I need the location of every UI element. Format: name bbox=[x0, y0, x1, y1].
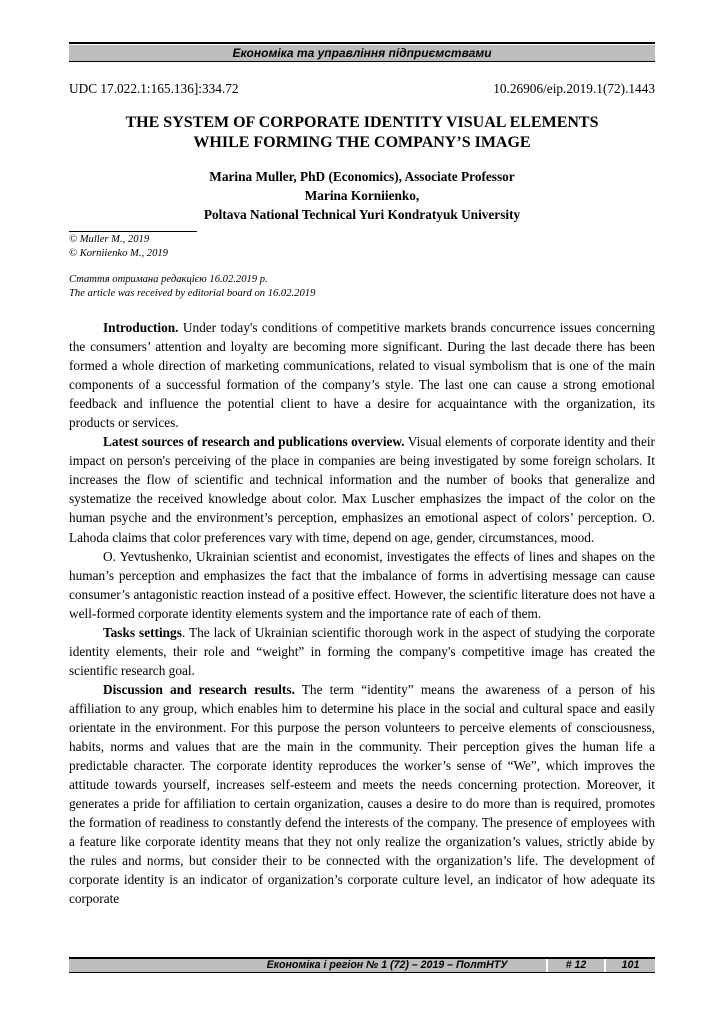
paragraph-discussion bbox=[69, 680, 655, 909]
text-introduction: Under today's conditions of competitive markets brands concurrence issues concerning the consumers’ attention and loyalty are becoming more significant. During the last decade there has been formed a whole direction of marketing communications, related to visual symbolism that is one of the main components of a successful formation of the company’s style. The last one can cause a strong emotional feedback and influence the potential client to have a desire for acquaintance with the organization, its products or services. bbox=[69, 320, 655, 431]
heading-introduction: Introduction. bbox=[103, 320, 179, 335]
header-bottom-rule bbox=[69, 61, 655, 62]
text-yevtushenko: O. Yevtushenko, Ukrainian scientist and economist, investigates the effects of lines and shapes on the human’s perception and emphasizes the fact that the imbalance of forms in advertising message can cause consumer’s antagonistic reaction instead of a positive effect. However, the scientific literature does not have a well-formed corporate identity elements system and the importance rate of each of them. bbox=[69, 548, 655, 621]
footer-bottom-rule bbox=[69, 972, 655, 973]
article-title-line2: WHILE FORMING THE COMPANY’S IMAGE bbox=[193, 134, 531, 151]
header-top-rule bbox=[69, 42, 655, 44]
footer-page-number: 101 bbox=[621, 959, 640, 971]
doi-link[interactable]: 10.26906/eip.2019.1(72).1443 bbox=[493, 81, 655, 96]
author-2: Marina Korniienko, bbox=[304, 188, 420, 203]
affiliation: Poltava National Technical Yuri Kondratyuk University bbox=[203, 207, 521, 222]
author-1: Marina Muller, PhD (Economics), Associate Professor bbox=[209, 169, 515, 184]
heading-literature-review: Latest sources of research and publications overview. bbox=[103, 434, 405, 450]
received-date-ua: Стаття отримана редакцією 16.02.2019 р. bbox=[69, 274, 268, 285]
text-discussion: The term “identity” means the awareness of a person of his affiliation to any group, which enables him to determine his place in the social and cultural space and easily orientate in the environment. For this purpose the person volunteers to perceive elements of consciousness, habits, norms and values that are the main in the community. Their perception gives the human life a predictable character. The corporate identity reproduces the worker’s sense of “We”, which improves the attitude towards yourself, increases self-esteem and meets the needs concerning protection. Moreover, it generates a pride for affiliation to certain organization, causes a desire to do more than is required, promotes the formation of readiness to constantly defend the interests of the company. The presence of employees with a feature like corporate identity means that they not only realize the organization’s values, strictly abide by the rules and norms, but consider their to be connected with the organization’s life. The development of corporate identity is an indicator of organization’s corporate culture level, an indicator of how adequate its corporate bbox=[69, 681, 655, 907]
received-date-en: The article was received by editorial board on 16.02.2019 bbox=[69, 288, 316, 299]
copyright-korniienko: © Korniienko M., 2019 bbox=[69, 248, 168, 259]
heading-discussion: Discussion and research results. bbox=[103, 681, 295, 697]
footer-journal: Економіка і регіон № 1 (72) – 2019 – ПолтНТУ bbox=[266, 959, 508, 971]
udc-code: UDC 17.022.1:165.136]:334.72 bbox=[69, 81, 239, 96]
footnote-rule bbox=[69, 231, 197, 232]
article-body bbox=[69, 318, 655, 908]
text-tasks-settings: . The lack of Ukrainian scientific thorough work in the aspect of studying the corporate identity elements, their role and “weight” in forming the company's competitive image has created the scientific research goal. bbox=[69, 624, 655, 678]
footer-issue-number: # 12 bbox=[565, 959, 587, 971]
paragraph-introduction bbox=[69, 318, 655, 432]
article-title-line1: THE SYSTEM OF CORPORATE IDENTITY VISUAL ELEMENTS bbox=[125, 114, 599, 131]
paragraph-tasks-settings bbox=[69, 623, 655, 680]
heading-tasks-settings: Tasks settings bbox=[103, 624, 182, 640]
journal-header-title: Економіка та управління підприємствами bbox=[232, 46, 492, 60]
paragraph-yevtushenko bbox=[69, 547, 655, 623]
paragraph-literature-review bbox=[69, 432, 655, 546]
copyright-muller: © Muller M., 2019 bbox=[69, 234, 150, 245]
text-literature-review: Visual elements of corporate identity and their impact on person's perceiving of the place in companies are being investigated by some foreign scholars. It increases the flow of scientific and technical information and the number of books that generalize and systematize the received knowledge about color. Max Luscher emphasizes the impact of the color on the human psyche and the environment’s perception, emphasizes an emotional aspect of colors’ perception. O. Lahoda claims that color preferences vary with time, depend on age, gender, circumstances, mood. bbox=[69, 434, 655, 545]
